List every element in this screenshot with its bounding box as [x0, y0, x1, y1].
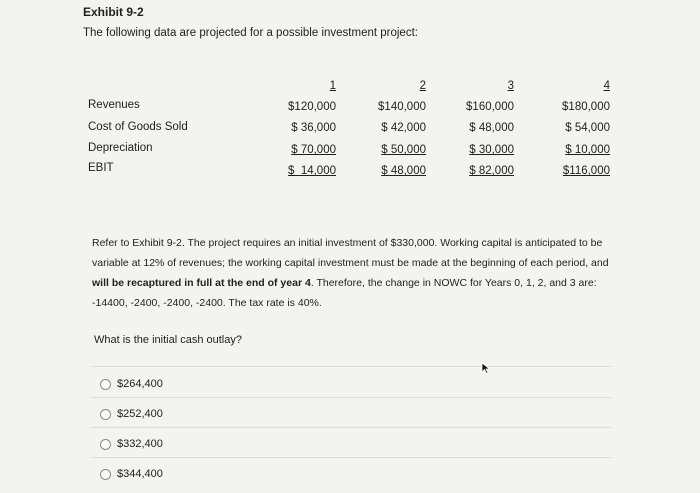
row-label-depreciation: Depreciation [88, 142, 153, 154]
row-label-ebit: EBIT [88, 162, 114, 174]
divider [91, 427, 611, 428]
radio-button[interactable] [100, 379, 111, 390]
ebit-year-2: $ 48,000 [381, 165, 426, 177]
depreciation-year-3: $ 30,000 [469, 144, 514, 156]
depreciation-year-1: $ 70,000 [291, 144, 336, 156]
column-header-1: 1 [329, 80, 336, 92]
divider [91, 366, 611, 367]
problem-text-part-1: Refer to Exhibit 9-2. The project requires an initial investment of $330,000. Working capital is anticipated to be variable at 12% of revenues; the working capital investment must be made at the beginning of each period, and [92, 237, 609, 269]
column-header-4: 4 [603, 80, 610, 92]
row-label-cogs: Cost of Goods Sold [88, 121, 188, 133]
exhibit-intro: The following data are projected for a possible investment project: [83, 27, 418, 39]
ebit-year-1: $ 14,000 [288, 165, 336, 177]
radio-button[interactable] [100, 469, 111, 480]
mouse-cursor-icon [481, 362, 491, 374]
answer-option-3[interactable] [100, 436, 163, 452]
column-header-3: 3 [507, 80, 514, 92]
answer-option-2[interactable] [100, 406, 163, 422]
row-label-revenues: Revenues [88, 99, 140, 111]
revenues-year-4: $180,000 [562, 101, 610, 113]
depreciation-year-4: $ 10,000 [565, 144, 610, 156]
radio-button[interactable] [100, 439, 111, 450]
answer-option-label: $264,400 [117, 378, 163, 390]
cogs-year-4: $ 54,000 [565, 122, 610, 134]
exhibit-title: Exhibit 9-2 [83, 5, 144, 19]
answer-option-label: $252,400 [117, 408, 163, 420]
revenues-year-2: $140,000 [378, 101, 426, 113]
problem-text-bold: will be recaptured in full at the end of year 4 [92, 277, 311, 289]
answer-option-1[interactable] [100, 376, 163, 392]
cogs-year-2: $ 42,000 [381, 122, 426, 134]
cogs-year-1: $ 36,000 [291, 122, 336, 134]
revenues-year-3: $160,000 [466, 101, 514, 113]
divider [91, 457, 611, 458]
problem-text-part-2: . Therefore, the change in NOWC for Years 0, 1, 2, and 3 are: -14400, -2400, -2400, -2400. The tax rate is 40%. [92, 277, 597, 309]
cogs-year-3: $ 48,000 [469, 122, 514, 134]
divider [91, 397, 611, 398]
column-header-2: 2 [419, 80, 426, 92]
revenues-year-1: $120,000 [288, 101, 336, 113]
answer-option-label: $332,400 [117, 438, 163, 450]
problem-text [92, 233, 617, 313]
answer-option-4[interactable] [100, 466, 163, 482]
answer-option-label: $344,400 [117, 468, 163, 480]
ebit-year-4: $116,000 [562, 165, 610, 177]
question-prompt: What is the initial cash outlay? [94, 334, 242, 346]
depreciation-year-2: $ 50,000 [381, 144, 426, 156]
ebit-year-3: $ 82,000 [469, 165, 514, 177]
radio-button[interactable] [100, 409, 111, 420]
